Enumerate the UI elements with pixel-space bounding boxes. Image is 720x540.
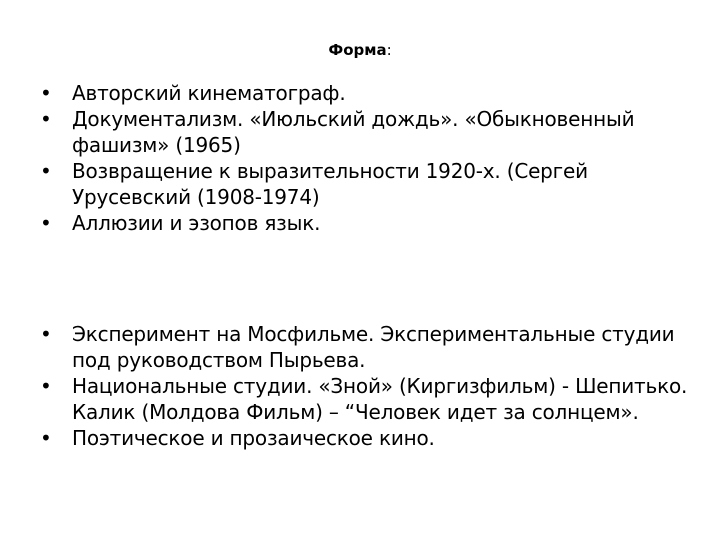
list-item: [40, 210, 700, 236]
bullet-list-top: [40, 80, 700, 236]
bullet-icon: •: [40, 426, 52, 450]
list-item-text: Авторский кинематограф.: [72, 81, 346, 105]
bullet-icon: •: [40, 159, 52, 183]
list-item: [40, 80, 700, 106]
list-item-text: Возвращение к выразительности 1920-х. (Сергей Урусевский (1908-1974): [72, 159, 588, 209]
title-bold-text: Форма: [328, 41, 387, 59]
bullet-icon: •: [40, 322, 52, 346]
bullet-icon: •: [40, 81, 52, 105]
title-suffix: :: [386, 41, 392, 59]
bullet-icon: •: [40, 211, 52, 235]
list-item-text: Аллюзии и эзопов язык.: [72, 211, 321, 235]
list-item: [40, 425, 700, 451]
list-item: [40, 106, 700, 158]
bullet-icon: •: [40, 374, 52, 398]
bullet-icon: •: [40, 107, 52, 131]
list-item-text: Эксперимент на Мосфильме. Экспериментальные студии под руководством Пырьева.: [72, 322, 675, 372]
list-item-text: Национальные студии. «Зной» (Киргизфильм) - Шепитько. Калик (Молдова Фильм) – “Человек идет за солнцем».: [72, 374, 688, 424]
list-item: [40, 158, 700, 210]
list-item: [40, 321, 700, 373]
bullet-list-bottom: [40, 321, 700, 451]
slide-title: [0, 40, 720, 60]
list-item-text: Документализм. «Июльский дождь». «Обыкновенный фашизм» (1965): [72, 107, 635, 157]
list-item: [40, 373, 700, 425]
list-item-text: Поэтическое и прозаическое кино.: [72, 426, 435, 450]
